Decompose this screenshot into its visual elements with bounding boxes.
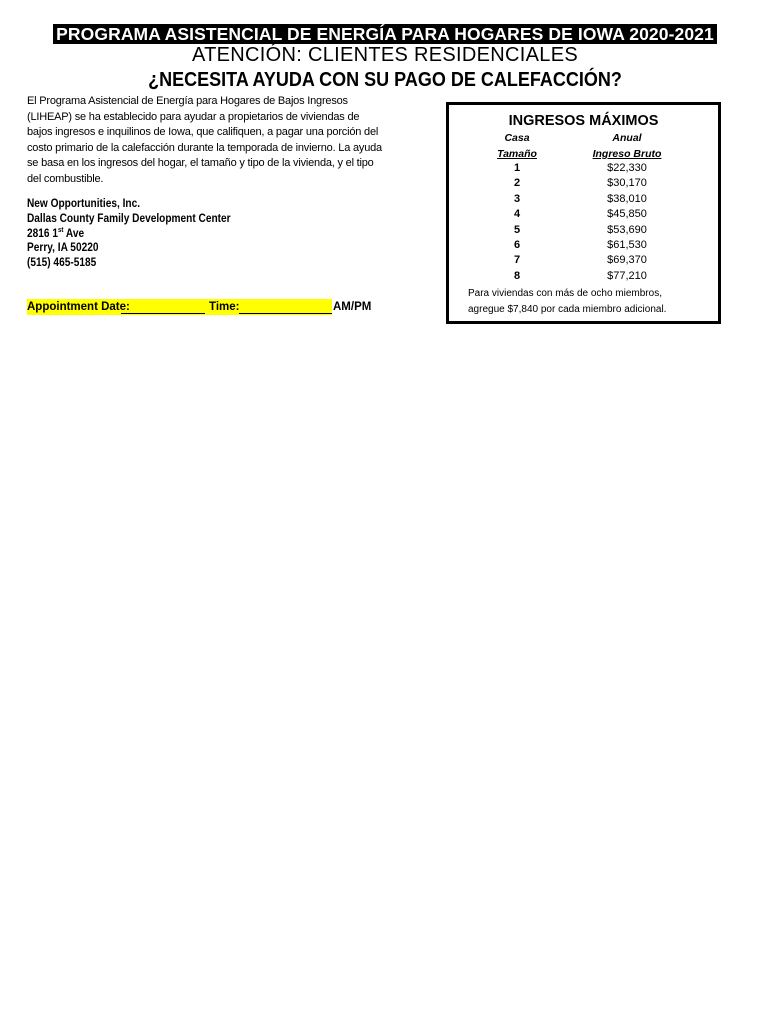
note-line-1: Para viviendas con más de ocho miembros,: [468, 288, 662, 299]
street-name: Ave: [63, 227, 85, 240]
organization-city: Perry, IA 50220: [27, 242, 99, 255]
household-size: 1: [513, 162, 521, 174]
appointment-time-label: Time:: [209, 301, 240, 313]
household-size: 3: [513, 192, 521, 205]
street-suffix: st: [57, 226, 64, 234]
organization-phone: (515) 465-5185: [27, 257, 97, 270]
income-amount: $22,330: [607, 162, 647, 174]
appointment-date-label: Appointment Date:: [27, 301, 130, 313]
income-row: [449, 176, 718, 191]
household-size: 6: [513, 239, 521, 251]
page-title: PROGRAMA ASISTENCIAL DE ENERGÍA PARA HOGARES DE IOWA 2020-2021: [53, 24, 717, 44]
income-row: [449, 253, 718, 268]
organization-center: Dallas County Family Development Center: [27, 212, 231, 225]
income-amount: $38,010: [607, 192, 647, 205]
organization-name: New Opportunities, Inc.: [27, 198, 141, 210]
income-amount: $69,370: [607, 254, 647, 267]
income-row: [449, 192, 718, 207]
intro-paragraph: El Programa Asistencial de Energía para Hogares de Bajos Ingresos (LIHEAP) se ha establecido para ayudar a propietarios de viviendas de bajos ingresos e inquilinos de Iowa, que califiquen, a pagar una porción del costo primario de la calefacción durante la temporada de invierno. La ayuda se basa en los ingresos del hogar, el tamaño y tipo de la vivienda, y el tipo del combustible.: [27, 95, 382, 185]
income-row: [449, 238, 718, 253]
appointment-time-blank[interactable]: [239, 313, 332, 314]
page-question-heading: ¿NECESITA AYUDA CON SU PAGO DE CALEFACCIÓN?: [148, 69, 622, 91]
household-size: 8: [513, 269, 521, 282]
household-size: 2: [513, 177, 521, 190]
note-line-2: agregue $7,840 por cada miembro adicional.: [468, 303, 667, 315]
household-size: 7: [513, 254, 521, 267]
income-row: [449, 207, 718, 222]
income-amount: $53,690: [607, 223, 647, 236]
size-header-bottom: Tamaño: [497, 148, 537, 160]
income-header-bottom: Ingreso Bruto: [592, 148, 662, 160]
page-subtitle: ATENCIÓN: CLIENTES RESIDENCIALES: [192, 44, 578, 66]
income-amount: $61,530: [607, 239, 647, 251]
size-header-top: Casa: [504, 132, 530, 144]
income-limits-box: [446, 102, 721, 324]
street-number: 2816 1: [27, 227, 58, 240]
income-row: [449, 161, 718, 176]
income-row: [449, 223, 718, 238]
income-amount: $77,210: [607, 269, 647, 282]
household-size: 5: [513, 223, 521, 236]
household-size: 4: [513, 208, 521, 221]
organization-address-block: [27, 197, 291, 271]
appointment-line: [27, 299, 377, 315]
income-table-note: [468, 286, 713, 317]
income-table-title: INGRESOS MÁXIMOS: [508, 113, 659, 129]
income-header-top: Anual: [612, 132, 642, 144]
income-amount: $30,170: [607, 177, 647, 190]
appointment-ampm-label: AM/PM: [333, 301, 372, 313]
appointment-date-blank[interactable]: [121, 313, 205, 314]
income-amount: $45,850: [607, 208, 647, 221]
income-row: [449, 269, 718, 284]
organization-street: [27, 227, 291, 242]
